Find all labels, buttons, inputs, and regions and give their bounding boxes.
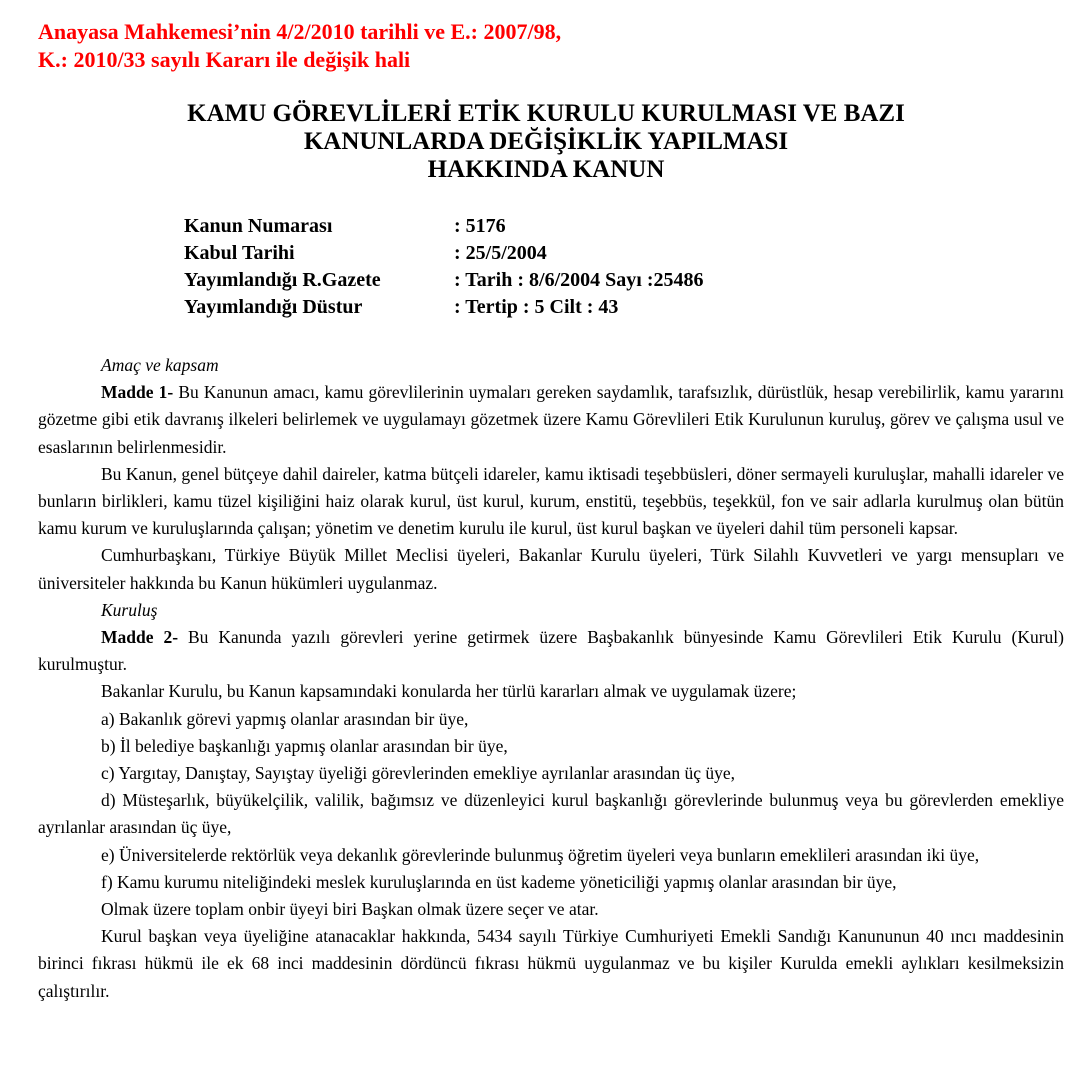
dustur-value: : Tertip : 5 Cilt : 43: [454, 296, 619, 318]
pension-paragraph: Kurul başkan veya üyeliğine atanacaklar hakkında, 5434 sayılı Türkiye Cumhuriyeti Emekli Sandığı Kanununun 40 ıncı maddesinin birinci fıkrası hükmü ile ek 68 inci maddesinin dördüncü fıkrası hükmü uygulanmaz ve bu kişiler Kurulda emekli aylıkları kesilmeksizin çalıştırılır.: [38, 926, 1064, 1001]
list-item-e: e) Üniversitelerde rektörlük veya dekanlık görevlerinde bulunmuş öğretim üyeleri veya bunların emeklileri arasından iki üye,: [101, 844, 980, 865]
law-title-line-1: KAMU GÖREVLİLERİ ETİK KURULU KURULMASI VE BAZI: [187, 100, 905, 127]
law-number-row: [184, 213, 703, 240]
acceptance-date-row: [184, 240, 703, 267]
article-1-label: Madde 1-: [101, 382, 174, 403]
dustur-label: Yayımlandığı Düstur: [184, 296, 363, 318]
amendment-note-line-2: K.: 2010/33 sayılı Kararı ile değişik hali: [38, 47, 411, 72]
list-item-c: c) Yargıtay, Danıştay, Sayıştay üyeliği görevlerinden emekliye ayrılanlar arasından üç üye,: [101, 763, 736, 784]
article-2-text: Bu Kanunda yazılı görevleri yerine getirmek üzere Başbakanlık bünyesinde Kamu Görevlileri Etik Kurulu (Kurul) kurulmuştur.: [38, 627, 1064, 675]
law-info-block: [184, 213, 703, 321]
section-heading-establishment: Kuruluş: [101, 599, 158, 620]
amendment-note: [38, 18, 561, 74]
list-item-d: d) Müsteşarlık, büyükelçilik, valilik, bağımsız ve düzenleyici kurul başkanlığı görevlerinde bulunmuş veya bu görevlerden emekliye ayrılanlar arasından üç üye,: [38, 790, 1064, 838]
official-gazette-label: Yayımlandığı R.Gazete: [184, 269, 381, 291]
law-number-value: : 5176: [454, 215, 506, 237]
law-title-line-2: KANUNLARDA DEĞİŞİKLİK YAPILMASI: [303, 128, 789, 155]
law-title-line-3: HAKKINDA KANUN: [427, 156, 665, 183]
article-2-paragraph: [38, 624, 1064, 678]
law-number-label: Kanun Numarası: [184, 215, 333, 237]
acceptance-date-value: : 25/5/2004: [454, 242, 547, 264]
law-title: [0, 100, 1092, 184]
council-paragraph: Bakanlar Kurulu, bu Kanun kapsamındaki konularda her türlü kararları almak ve uygulamak üzere;: [101, 681, 797, 702]
article-2-label: Madde 2-: [101, 627, 179, 648]
article-1-paragraph: [38, 379, 1064, 461]
dustur-row: [184, 294, 703, 321]
amendment-note-line-1: Anayasa Mahkemesi’nin 4/2/2010 tarihli ve E.: 2007/98,: [38, 19, 562, 44]
list-item-a: a) Bakanlık görevi yapmış olanlar arasından bir üye,: [101, 708, 469, 729]
law-body: [38, 352, 1064, 1005]
official-gazette-value: : Tarih : 8/6/2004 Sayı :25486: [454, 269, 704, 291]
list-item-b: b) İl belediye başkanlığı yapmış olanlar arasından bir üye,: [101, 735, 508, 756]
scope-paragraph: Bu Kanun, genel bütçeye dahil daireler, katma bütçeli idareler, kamu iktisadi teşebbüsleri, döner sermayeli kuruluşlar, mahalli idareler ve bunların birlikleri, kamu tüzel kişiliğini haiz olarak kurul, üst kurul, kurum, enstitü, teşebbüs, teşekkül, fon ve sair adlarla kurulmuş olan bütün kamu kurum ve kuruluşlarında çalışan; yönetim ve denetim kurulu ile kurul, üst kurul başkan ve üyeleri dahil tüm personeli kapsar.: [38, 463, 1064, 539]
list-item-f: f) Kamu kurumu niteliğindeki meslek kuruluşlarında en üst kademe yöneticiliği yapmış olanlar arasından bir üye,: [101, 871, 897, 892]
official-gazette-row: [184, 267, 703, 294]
total-members-paragraph: Olmak üzere toplam onbir üyeyi biri Başkan olmak üzere seçer ve atar.: [101, 899, 599, 920]
article-1-text: Bu Kanunun amacı, kamu görevlilerinin uymaları gereken saydamlık, tarafsızlık, dürüstlük, hesap verebilirlik, kamu yararını gözetme gibi etik davranış ilkeleri belirlemek ve uygulamayı gözetmek üzere Kamu Görevlileri Etik Kurulunun kuruluş, görev ve çalışma usul ve esaslarının belirlenmesidir.: [38, 382, 1064, 457]
exclusion-paragraph: Cumhurbaşkanı, Türkiye Büyük Millet Meclisi üyeleri, Bakanlar Kurulu üyeleri, Türk Silahlı Kuvvetleri ve yargı mensupları ve üniversiteler hakkında bu Kanun hükümleri uygulanmaz.: [38, 545, 1064, 593]
acceptance-date-label: Kabul Tarihi: [184, 242, 295, 264]
section-heading-purpose: Amaç ve kapsam: [101, 355, 219, 375]
